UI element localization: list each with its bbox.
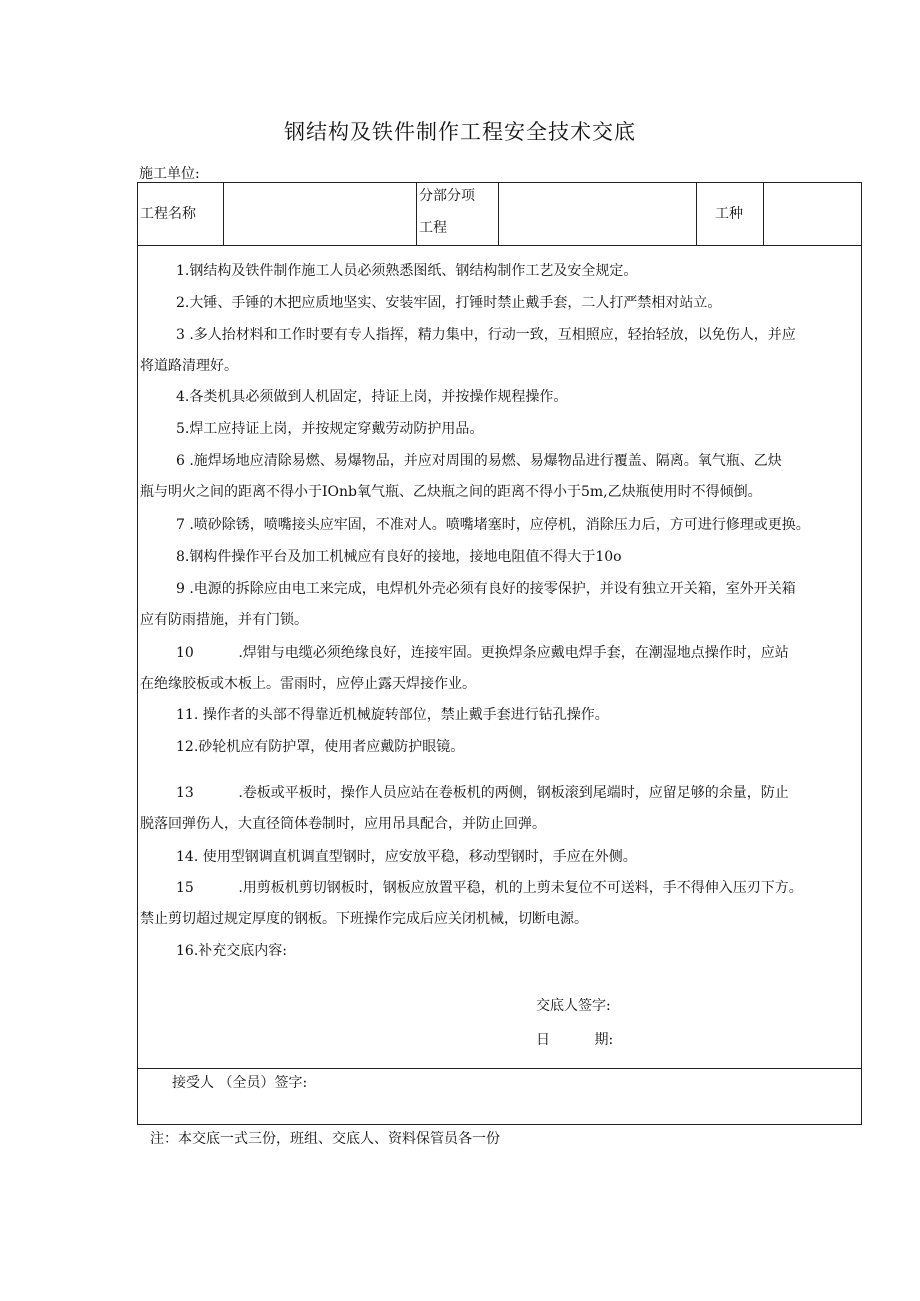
col-divider (498, 183, 499, 246)
safety-item-line: 5.焊工应持证上岗，并按规定穿戴劳动防护用品。 (176, 421, 484, 437)
construction-unit-label: 施工单位: (139, 166, 200, 182)
safety-item-line: 15 .用剪板机剪切钢板时，钢板应放置平稳，机的上剪未复位不可送料，手不得伸入压刃下方。 (176, 880, 803, 896)
signer-label: 交底人签字: (536, 998, 611, 1014)
safety-item-line: 12.砂轮机应有防护罩，使用者应戴防护眼镜。 (176, 739, 465, 755)
safety-item-line: 13 .卷板或平板时，操作人员应站在卷板机的两侧，钢板滚到尾端时，应留足够的余量，防止 (176, 785, 789, 801)
safety-item-line: 16.补充交底内容: (176, 943, 287, 959)
project-name-label: 工程名称 (140, 206, 196, 222)
safety-item-line: 脱落回弹伤人，大直径筒体卷制时，应用吊具配合，并防止回弹。 (140, 816, 546, 832)
receiver-signature-label: 接受人 （全员）签字: (172, 1075, 308, 1091)
receiver-divider (138, 1068, 861, 1069)
safety-item-line: 2.大锤、手锤的木把应质地坚实、安装牢固，打锤时禁止戴手套，二人打严禁相对站立。 (176, 295, 722, 311)
work-type-value[interactable] (765, 185, 859, 243)
safety-item-line: 应有防雨措施，并有门锁。 (140, 612, 308, 628)
work-type-label: 工种 (715, 206, 743, 222)
safety-item-line: 6 .施焊场地应清除易燃、易爆物品，并应对周围的易燃、易爆物品进行覆盖、隔离。氧气瓶、乙炔 (176, 453, 782, 469)
sub-project-value[interactable] (500, 185, 694, 243)
header-divider (138, 245, 861, 246)
safety-item-line: 4.各类机具必须做到人机固定，持证上岗，并按操作规程操作。 (176, 389, 568, 405)
safety-item-line: 14. 使用型钢调直机调直型钢时，应安放平稳，移动型钢时，手应在外侧。 (176, 849, 637, 865)
date-label: 日 期: (536, 1032, 614, 1048)
col-divider (416, 183, 417, 246)
safety-item-line: 8.钢构件操作平台及加工机械应有良好的接地，接地电阻值不得大于10o (176, 549, 622, 565)
col-divider (763, 183, 764, 246)
safety-item-line: 在绝缘胶板或木板上。雷雨时，应停止露天焊接作业。 (140, 676, 476, 692)
project-name-value[interactable] (225, 185, 414, 243)
safety-item-line: 禁止剪切超过规定厚度的钢板。下班操作完成后应关闭机械，切断电源。 (140, 911, 588, 927)
col-divider (696, 183, 697, 246)
safety-item-line: 7 .喷砂除锈，喷嘴接头应牢固，不准对人。喷嘴堵塞时，应停机，消除压力后，方可进行修理或更换。 (176, 517, 810, 533)
page-title: 钢结构及铁件制作工程安全技术交底 (284, 120, 636, 144)
safety-item-line: 9 .电源的拆除应由电工来完成，电焊机外壳必须有良好的接零保护，并设有独立开关箱，室外开关箱 (176, 581, 796, 597)
safety-item-line: 1.钢结构及铁件制作施工人员必须熟悉图纸、钢结构制作工艺及安全规定。 (176, 263, 638, 279)
safety-item-line: 3 .多人抬材料和工作时要有专人指挥，精力集中，行动一致，互相照应，轻抬轻放，以免伤人，并应 (176, 327, 796, 343)
footnote: 注：本交底一式三份，班组、交底人、资料保管员各一份 (150, 1131, 500, 1147)
safety-item-line: 瓶与明火之间的距离不得小于IOnb氧气瓶、乙炔瓶之间的距离不得小于5m,乙炔瓶使用时不得倾倒。 (140, 484, 762, 500)
safety-item-line: 将道路清理好。 (140, 358, 238, 374)
safety-item-line: 11. 操作者的头部不得靠近机械旋转部位，禁止戴手套进行钻孔操作。 (176, 707, 609, 723)
col-divider (223, 183, 224, 246)
sub-project-label: 分部分项 工程 (419, 188, 475, 236)
disclosure-form (137, 182, 862, 1125)
safety-item-line: 10 .焊钳与电缆必须绝缘良好，连接牢固。更换焊条应戴电焊手套，在潮湿地点操作时，应站 (176, 645, 789, 661)
